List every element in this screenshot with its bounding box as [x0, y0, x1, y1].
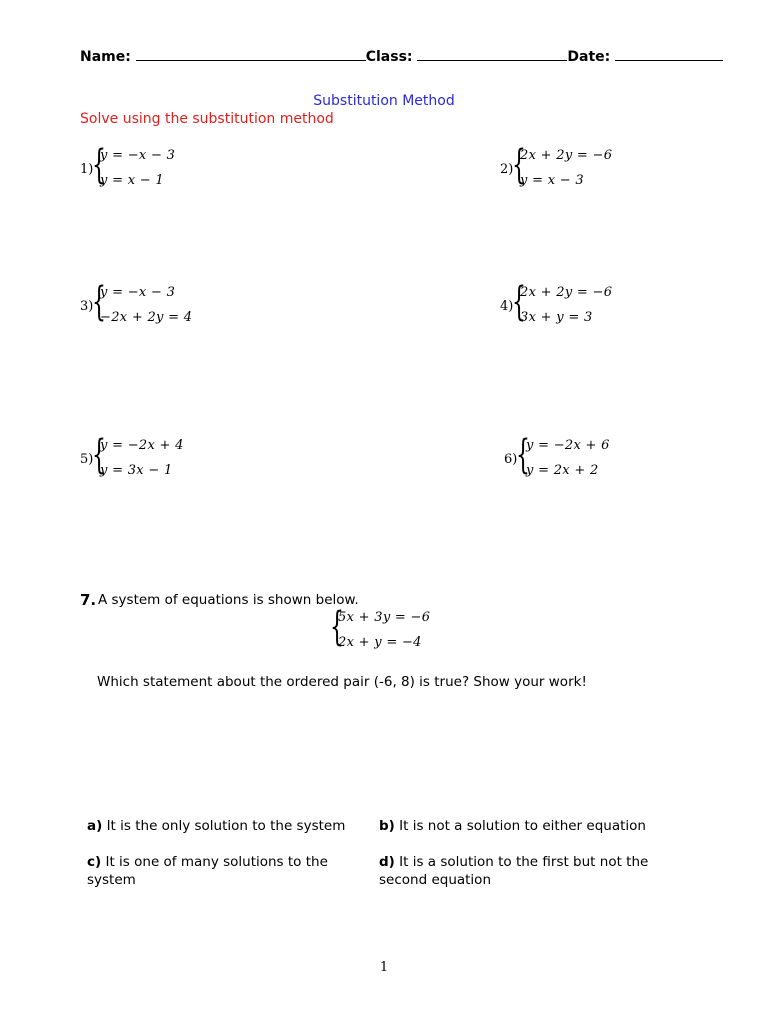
equation-2: y = 2x + 2 — [526, 463, 599, 478]
name-blank[interactable] — [136, 46, 366, 61]
equation-2: y = x − 3 — [520, 173, 584, 188]
choice-c[interactable] — [87, 853, 347, 889]
choice-letter: b) — [379, 818, 395, 834]
equation-1: y = −x − 3 — [100, 148, 176, 163]
question-7-number: 7. — [80, 591, 97, 609]
choice-text: It is not a solution to either equation — [399, 818, 646, 834]
choice-letter: a) — [87, 818, 103, 834]
date-label: Date: — [567, 49, 611, 65]
page-title: Substitution Method — [313, 93, 455, 109]
equation-2: 3x + y = 3 — [520, 310, 593, 325]
problem-number: 2) — [500, 162, 514, 177]
brace-icon: { — [92, 279, 106, 325]
problem-number: 5) — [80, 452, 94, 467]
brace-icon: { — [92, 142, 106, 188]
question-7-text: A system of equations is shown below. — [98, 592, 359, 608]
equation-1: 5x + 3y = −6 — [338, 610, 431, 625]
class-blank[interactable] — [417, 46, 567, 61]
choice-text: It is a solution to the first but not the second equation — [379, 854, 649, 888]
choice-d[interactable] — [379, 853, 669, 889]
brace-icon: { — [330, 604, 344, 650]
brace-icon: { — [516, 432, 530, 478]
equation-1: y = −x − 3 — [100, 285, 176, 300]
problem-6 — [504, 432, 704, 485]
problem-2 — [500, 142, 700, 195]
date-blank[interactable] — [615, 46, 723, 61]
question-7-system — [330, 604, 480, 657]
choice-a[interactable] — [87, 817, 367, 835]
choice-text: It is the only solution to the system — [106, 818, 346, 834]
problem-3 — [80, 279, 280, 332]
equation-1: 2x + 2y = −6 — [520, 148, 613, 163]
class-label: Class: — [365, 49, 413, 65]
problem-number: 6) — [504, 452, 518, 467]
equation-1: 2x + 2y = −6 — [520, 285, 613, 300]
equation-2: 2x + y = −4 — [338, 635, 422, 650]
equation-1: y = −2x + 4 — [100, 438, 184, 453]
problem-5 — [80, 432, 280, 485]
problem-number: 3) — [80, 299, 94, 314]
question-7-prompt: Which statement about the ordered pair (-6, 8) is true? Show your work! — [97, 674, 587, 690]
equation-2: −2x + 2y = 4 — [100, 310, 193, 325]
problem-number: 1) — [80, 162, 94, 177]
brace-icon: { — [92, 432, 106, 478]
header-fields — [80, 46, 710, 68]
equation-2: y = 3x − 1 — [100, 463, 173, 478]
equation-2: y = x − 1 — [100, 173, 164, 188]
problem-1 — [80, 142, 280, 195]
choice-letter: c) — [87, 854, 102, 870]
page-number: 1 — [379, 960, 389, 975]
equation-1: y = −2x + 6 — [526, 438, 610, 453]
choice-text: It is one of many solutions to the system — [87, 854, 328, 888]
problem-number: 4) — [500, 299, 514, 314]
brace-icon: { — [512, 142, 526, 188]
problem-4 — [500, 279, 700, 332]
choice-b[interactable] — [379, 817, 659, 835]
instructions: Solve using the substitution method — [80, 111, 334, 127]
choice-letter: d) — [379, 854, 395, 870]
name-label: Name: — [80, 49, 131, 65]
brace-icon: { — [512, 279, 526, 325]
